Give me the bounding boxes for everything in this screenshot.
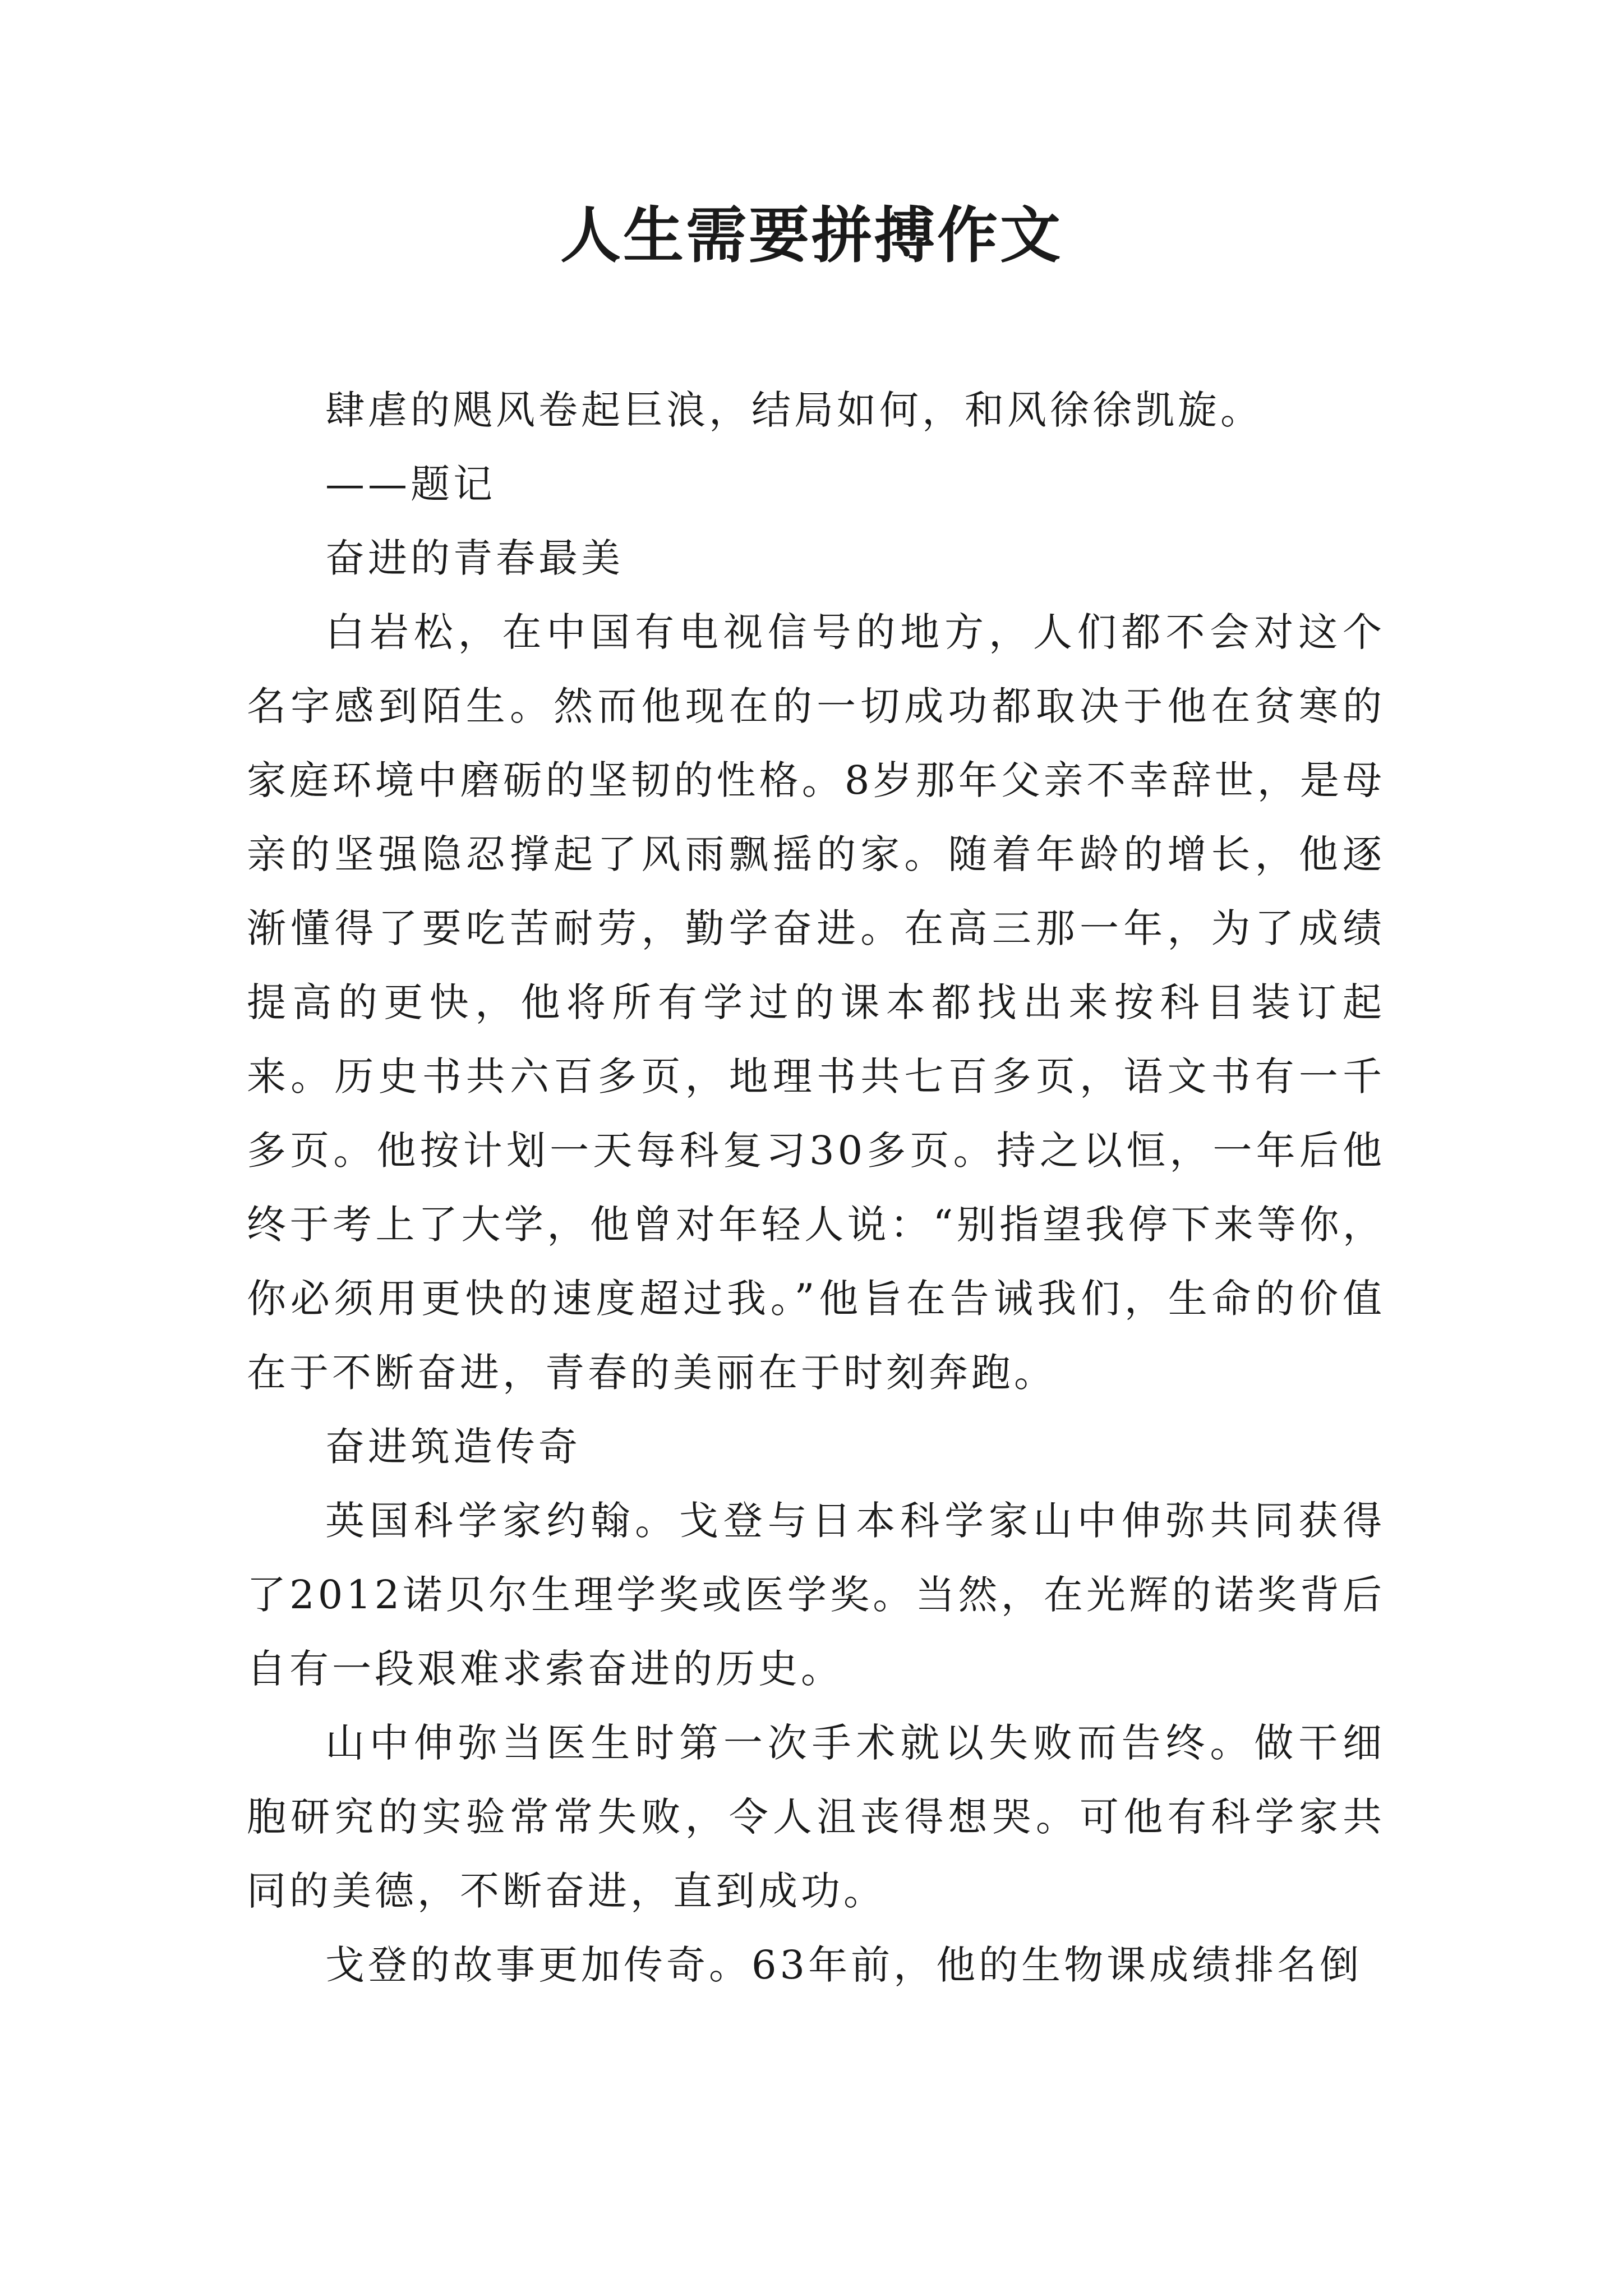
epigraph: 肆虐的飓风卷起巨浪，结局如何，和风徐徐凯旋。 [325,387,1263,433]
body-paragraph: 戈登的故事更加传奇。63年前，他的生物课成绩排名倒 [325,1942,1363,1988]
epigraph-attribution: ——题记 [325,461,496,507]
body-paragraph: 山中伸弥当医生时第一次手术就以失败而告终。做干细胞研究的实验常常失败，令人沮丧得想哭。可他有科学家共同的美德，不断奋进，直到成功。 [247,1720,1385,1914]
body-paragraph: 英国科学家约翰。戈登与日本科学家山中伸弥共同获得了2012诺贝尔生理学奖或医学奖。当然，在光辉的诺奖背后自有一段艰难求索奋进的历史。 [247,1498,1385,1692]
document-title: 人生需要拼搏作文 [560,200,1063,271]
section-heading: 奋进的青春最美 [325,535,624,581]
section-heading: 奋进筑造传奇 [325,1424,581,1470]
document-body [247,373,1385,2002]
body-paragraph: 白岩松，在中国有电视信号的地方，人们都不会对这个名字感到陌生。然而他现在的一切成功都取决于他在贫寒的家庭环境中磨砺的坚韧的性格。8岁那年父亲不幸辞世，是母亲的坚强隐忍撑起了风雨飘摇的家。随着年龄的增长，他逐渐懂得了要吃苦耐劳，勤学奋进。在高三那一年，为了成绩提高的更快，他将所有学过的课本都找出来按科目装订起来。历史书共六百多页，地理书共七百多页，语文书有一千多页。他按计划一天每科复习30多页。持之以恒，一年后他终于考上了大学，他曾对年轻人说：“别指望我停下来等你，你必须用更快的速度超过我。”他旨在告诫我们，生命的价值在于不断奋进，青春的美丽在于时刻奔跑。 [247,609,1385,1396]
